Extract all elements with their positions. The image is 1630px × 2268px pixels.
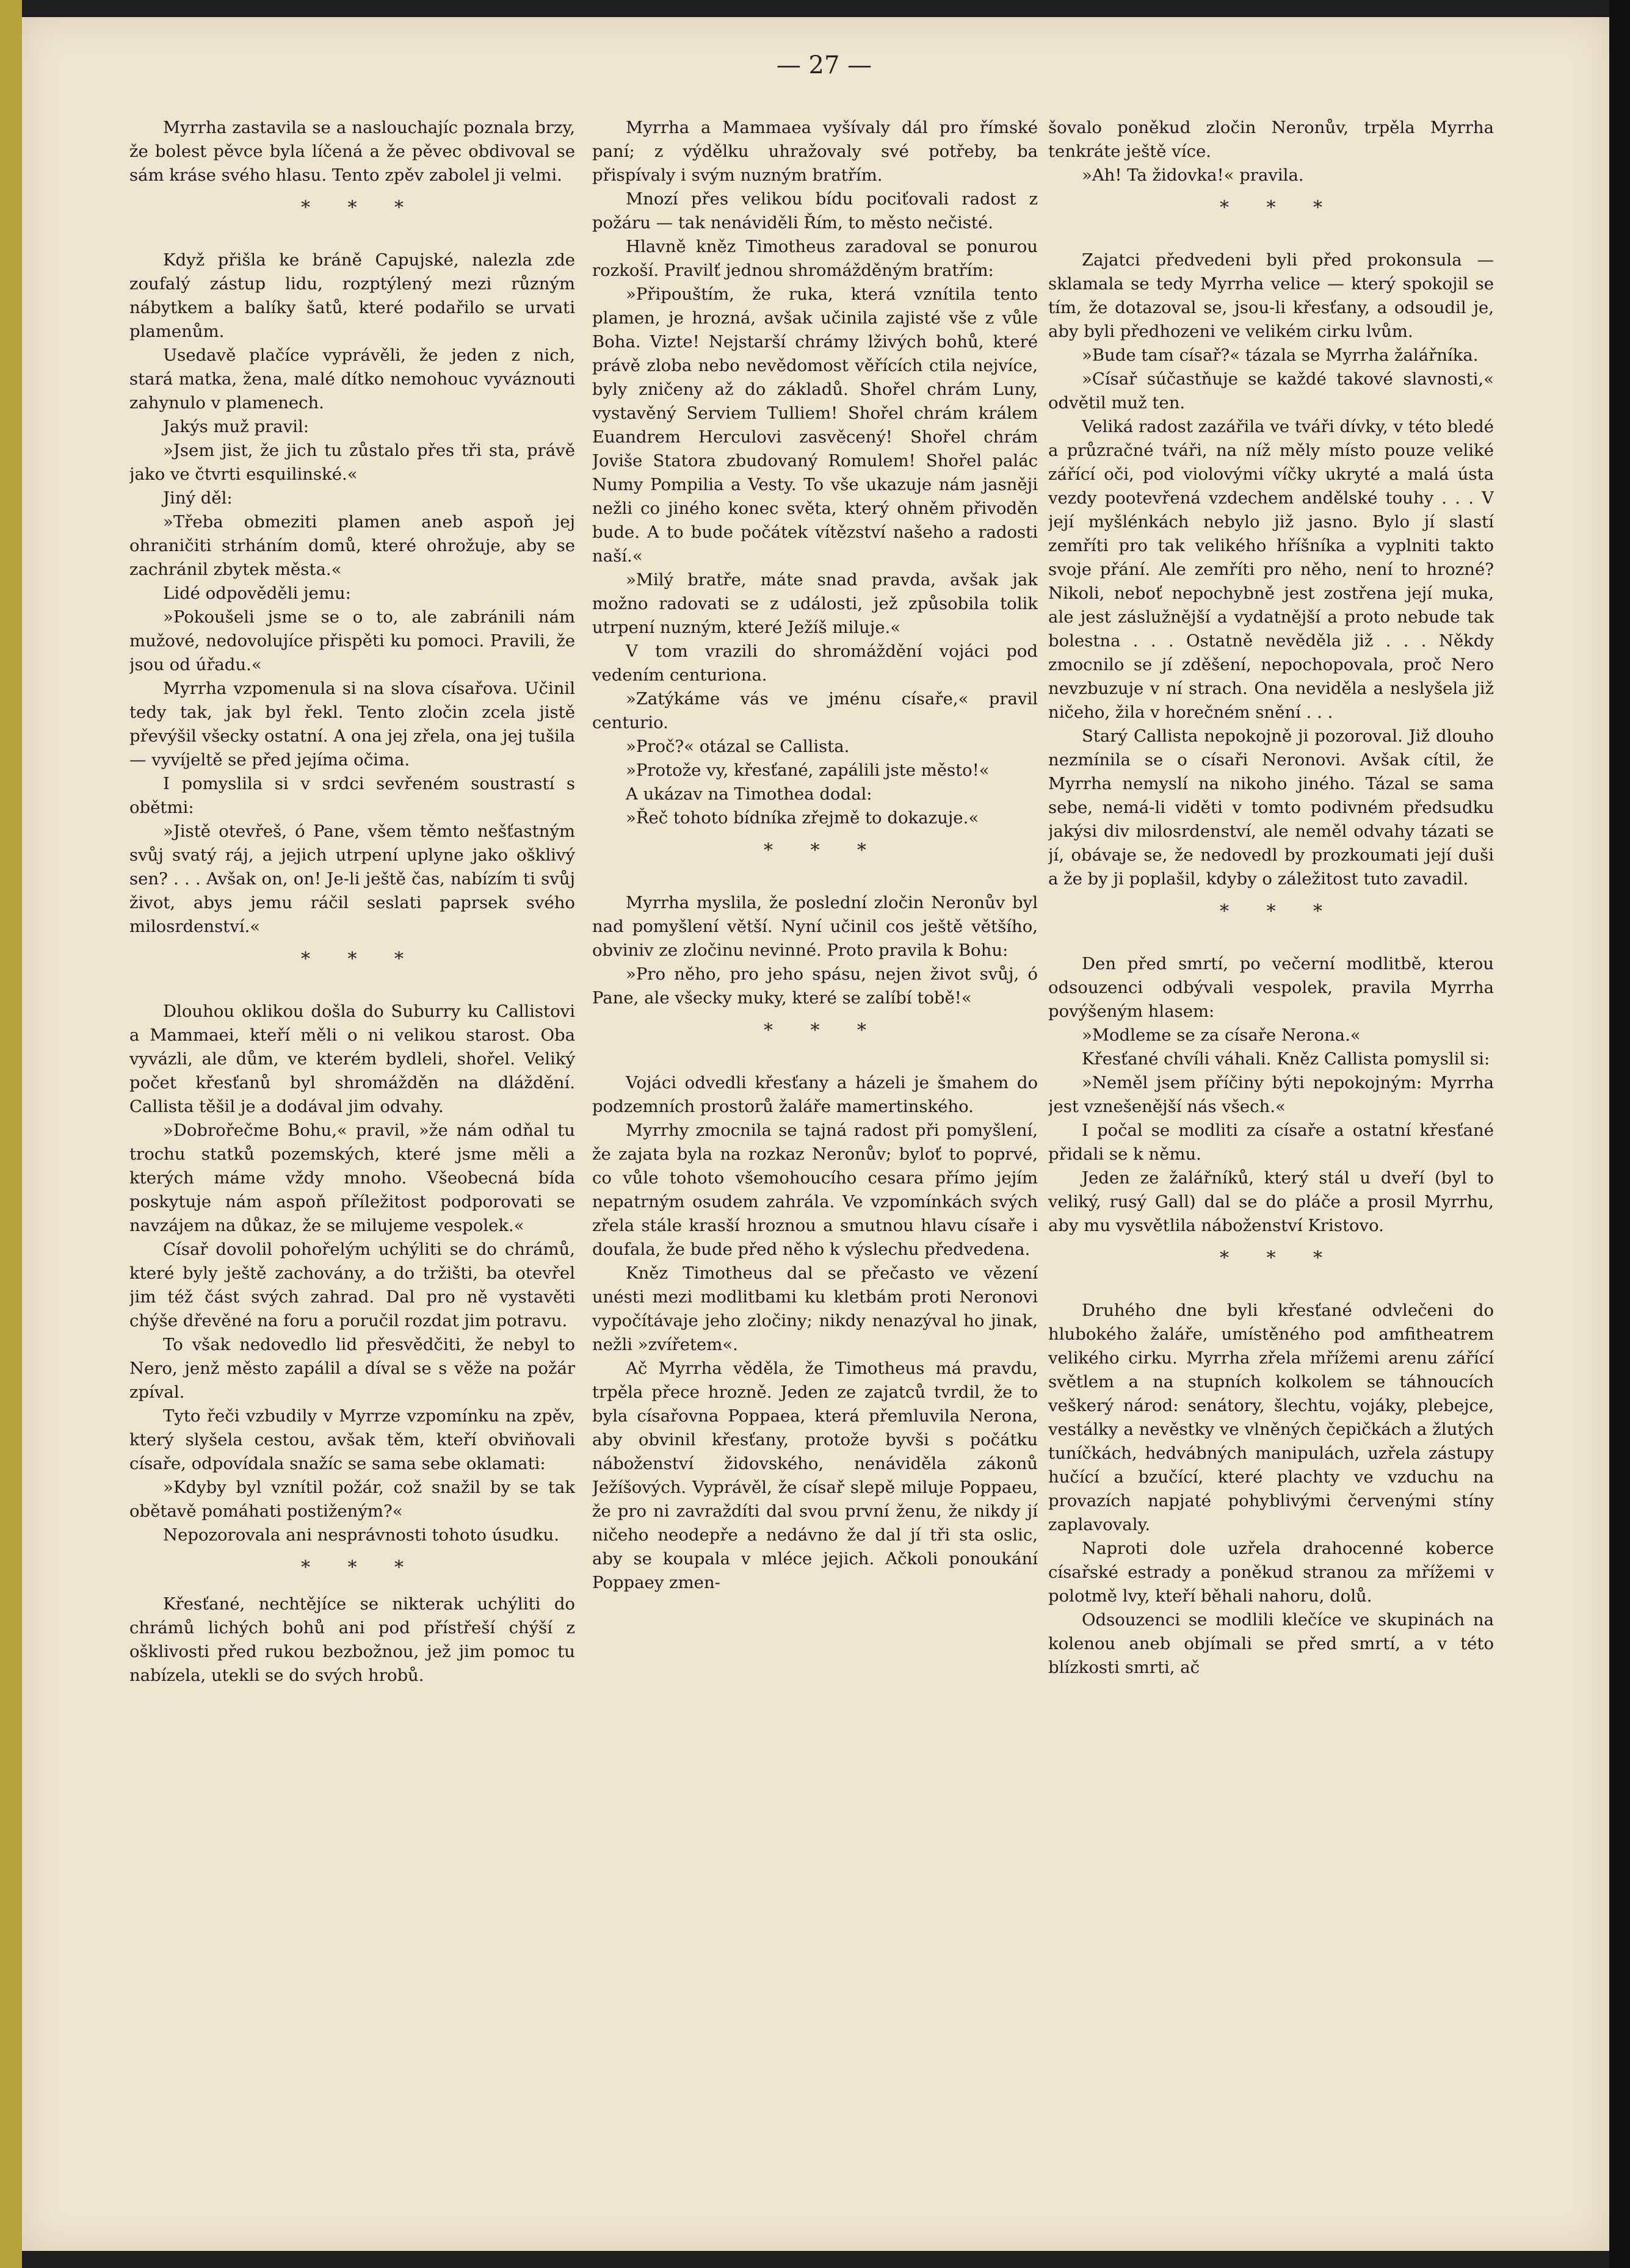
paragraph: šovalo poněkud zločin Neronův, trpěla Myrrha tenkráte ještě více. bbox=[1048, 118, 1494, 161]
section-separator: * * * bbox=[1219, 197, 1339, 218]
paragraph: Veliká radost zazářila ve tváři dívky, v této bledé a průzračné tváři, na níž měly místo pouze veliké zářící oči, pod violovými víčky ukryté a malá ústa vezdy pootevřená vzdechem andělské touhy . . . V její myšlénkách nebylo již jasno. Bylo jí slastí zemříti pro tak velikého hříšníka a vyplniti takto svoje přání. Ale zemříti pro něho, není to hrozné? Nikoli, neboť nepochybně jest zostřena její muka, ale jest záslužnější a vydatnější a proto nebude tak bolestna . . . Ostatně nevěděla již . . . Někdy zmocnilo se jí zděšení, nepochopovala, proč Nero nevzbuzuje v ní strach. Ona neviděla a neslyšela již ničeho, žila v horečném snění . . . bbox=[1048, 417, 1494, 722]
paragraph: »Protože vy, křesťané, zapálili jste město!« bbox=[626, 760, 990, 780]
paragraph: Myrrha vzpomenula si na slova císařova. Učinil tedy tak, jak byl řekl. Tento zločin zcela jistě převýšil všecky ostatní. A ona jej zřela, ona jej tušila — vyvíjeltě se před jejíma očima. bbox=[129, 679, 575, 770]
section-separator: * * * bbox=[1219, 901, 1339, 922]
paragraph: »Proč?« otázal se Callista. bbox=[626, 737, 850, 756]
paragraph: Křesťané, nechtějíce se nikterak uchýliti do chrámů lichých bohů ani pod přístřeší chýší z ošklivosti před rukou bezbožnou, jež jim pomoc tu nabízela, utekli se do svých hrobů. bbox=[129, 1594, 575, 1685]
paragraph: »Zatýkáme vás ve jménu císaře,« pravil centurio. bbox=[592, 689, 1038, 732]
paragraph: »Dobrořečme Bohu,« pravil, »že nám odňal tu trochu statků pozemských, které jsme měli a kterých máme vždy mnoho. Všeobecná bída poskytuje nám aspoň příležitost podporovati se navzájem na důkaz, že se milujeme vespolek.« bbox=[129, 1121, 575, 1235]
paragraph: »Řeč tohoto bídníka zřejmě to dokazuje.« bbox=[626, 808, 979, 828]
paragraph: Zajatci předvedeni byli před prokonsula — sklamala se tedy Myrrha velice — který spokojil se tím, že dotazoval se, jsou-li křesťany, a odsoudil je, aby byli předhozeni ve velikém cirku lvům. bbox=[1048, 250, 1494, 341]
text-column-1 bbox=[129, 116, 575, 2179]
scan-left-edge bbox=[0, 0, 22, 2268]
section-separator: * * * bbox=[300, 197, 420, 218]
paragraph: Jiný děl: bbox=[163, 488, 233, 508]
paragraph: Kněz Timotheus dal se přečasto ve vězení unésti mezi modlitbami ku kletbám proti Neronovi vypočítávaje jeho zločiny; nikdy nenazýval ho jinak, nežli »zvířetem«. bbox=[592, 1263, 1038, 1354]
paragraph: »Kdyby byl vznítil požár, což snažil by se tak obětavě pomáhati postiženým?« bbox=[129, 1478, 575, 1521]
paragraph: Myrrhy zmocnila se tajná radost při pomyšlení, že zajata byla na rozkaz Neronův; bylоť to poprvé, co vůle tohoto všemohoucího cesara přímo jejím nepatrným osudem zahrála. Ve vzpomínkách svých zřela stále krasší hroznou a smutnou hlavu císaře i doufala, že bude před něho k výslechu předvedena. bbox=[592, 1121, 1038, 1259]
paragraph: Myrrha zastavila se a naslouchajíc poznala brzy, že bolest pěvce byla líčená a že pěvec obdivoval se sám krásе svého hlasu. Tento zpěv zabolel ji velmi. bbox=[129, 118, 575, 185]
paragraph: »Bude tam císař?« tázala se Myrrha žalářníka. bbox=[1082, 345, 1479, 365]
paragraph: Křesťané chvíli váhali. Kněz Callista pomyslil si: bbox=[1082, 1049, 1490, 1069]
page-number: — 27 — bbox=[776, 51, 872, 79]
paragraph: Nepozorovala ani nesprávnosti tohoto úsudku. bbox=[163, 1525, 559, 1545]
paragraph: Jeden ze žalářníků, který stál u dveří (byl to veliký, rusý Gall) dal se do pláče a prosil Myrrhu, aby mu vysvětlila náboženství Kristovo. bbox=[1048, 1168, 1494, 1235]
paragraph: Starý Callista nepokojně ji pozoroval. Již dlouho nezmínila se o císaři Neronovi. Avšak cítil, že Myrrha nemyslí na nikoho jiného. Tázal se sama sebe, nemá-li viděti v tomto podivném předsudku jakýsi div milosrdenství, ale neměl odvahy tázati se jí, obávaje se, že nedovedl by prozkoumati její duši a že by ji poplašil, kdyby o záležitost tuto zavadil. bbox=[1048, 726, 1494, 889]
paragraph: »Císař súčastňuje se každé takové slavnosti,« odvětil muž ten. bbox=[1048, 369, 1494, 413]
paragraph: Druhého dne byli křesťané odvlečeni do hlubokého žaláře, umístěného pod amfitheatrem velikého cirku. Myrrha zřela mřížemi arenu zářící světlem a na stupních kolkolem se táhnoucích veškerý národ: senátory, šlechtu, vojáky, plebejce, vestálky a nevěstky ve vlněných čepičkách a žlutých tuníčkách, hedvábných manipulách, uzřela zástupy hučící a bzučící, které plachty ve vzduchu na provazích napjaté pohyblivými červenými stíny zaplavovaly. bbox=[1048, 1301, 1494, 1534]
paragraph: Když přišla ke bráně Capujské, nalezla zde zoufalý zástup lidu, rozptýlený mezi různým nábytkem a balíky šatů, které podařilo se urvati plamenům. bbox=[129, 250, 575, 341]
paragraph: To však nedovedlo lid přesvědčiti, že nebyl to Nero, jenž město zapálil a díval se s věže na požár zpíval. bbox=[129, 1335, 575, 1402]
paragraph: I pomyslila si v srdci sevřeném soustrastí s obětmi: bbox=[129, 774, 575, 817]
scan-right-edge bbox=[1609, 0, 1630, 2268]
section-separator: * * * bbox=[763, 1020, 883, 1041]
paragraph: Den před smrtí, po večerní modlitbě, kterou odsouzenci odbývali vespolek, pravila Myrrha povýšeným hlasem: bbox=[1048, 954, 1494, 1021]
paragraph: »Milý bratře, máte snad pravda, avšak jak možno radovati se z události, jež způsobila tolik utrpení nuzným, které Ježíš miluje.« bbox=[592, 570, 1038, 637]
paragraph: V tom vrazili do shromáždění vojáci pod vedením centuriona. bbox=[592, 641, 1038, 685]
paragraph: Ač Myrrha věděla, že Timotheus má pravdu, trpěla přece hrozně. Jeden ze zajatců tvrdil, že to byla císařovna Poppaea, která přemluvila Nerona, aby obvinil křesťany, protože byvši s počátku náboženství židovského, nenáviděla zákonů Ježíšových. Vyprávěl, že císař slepě miluje Poppaeu, že pro ni zavraždíti dal svou první ženu, že nikdy jí ničeho neodepře a nedávno že dal jí tři sta oslic, aby se koupala v mléce jejich. Ačkoli ponoukání Poppaey zmen- bbox=[592, 1359, 1038, 1592]
paragraph: Císař dovolil pohořelým uchýliti se do chrámů, které byly ještě zachovány, a do tržišti, ba otevřel jim též část svých zahrad. Dal pro ně vystavěti chýše dřevěné na foru a poručil rozdat jim potravu. bbox=[129, 1240, 575, 1331]
paragraph: Lidé odpověděli jemu: bbox=[163, 583, 351, 603]
paragraph: »Neměl jsem příčiny býti nepokojným: Myrrha jest vznešenější nás všech.« bbox=[1048, 1073, 1494, 1116]
paragraph: »Pro něho, pro jeho spásu, nejen život svůj, ó Pane, ale všecky muky, které se zalíbí tobě!« bbox=[592, 964, 1038, 1008]
paragraph: Vojáci odvedli křesťany a házeli je šmahem do podzemních prostorů žaláře mamertinského. bbox=[592, 1073, 1038, 1116]
paragraph: »Pokoušeli jsme se o to, ale zabránili nám mužové, nedovolujíce přispěti ku pomoci. Pravili, že jsou od úřadu.« bbox=[129, 607, 575, 674]
paragraph: Tyto řeči vzbudily v Myrrze vzpomínku na zpěv, který slyšela cestou, avšak těm, kteří obviňovali císaře, odpovídala snažíc se sama sebe oklamati: bbox=[129, 1406, 575, 1473]
paragraph: »Jsem jist, že jich tu zůstalo přes tři sta, právě jako ve čtvrti esquilinské.« bbox=[129, 441, 575, 484]
section-separator: * * * bbox=[300, 1557, 420, 1578]
paragraph: Odsouzenci se modlili klečíce ve skupinách na kolenou aneb objímali se před smrtí, a v této blízkosti smrti, ač bbox=[1048, 1610, 1494, 1677]
paragraph: Usedavě plačíce vyprávěli, že jeden z nich, stará matka, žena, malé dítko nemohouc vyváznouti zahynulo v plamenech. bbox=[129, 345, 575, 413]
paragraph: Naproti dole uzřela drahocenné koberce císařské estrady a poněkud stranou za mřížemi v polotmě lvy, kteří běhali nahoru, dolů. bbox=[1048, 1539, 1494, 1606]
paragraph: Myrrha a Mammaea vyšívaly dál pro římské paní; z výdělku uhražovaly své potřeby, ba přispívaly i svým nuzným bratřím. bbox=[592, 118, 1038, 185]
text-column-2 bbox=[592, 116, 1038, 2179]
section-separator: * * * bbox=[1219, 1248, 1339, 1269]
paragraph: »Jistě otevřeš, ó Pane, všem těmto nešťastným svůj svatý ráj, a jejich utrpení uplyne jako ošklivý sen? . . . Avšak on, on! Je-li ještě čas, nabízím ti svůj život, abys jemu ráčil seslati paprsek svého milosrdenství.« bbox=[129, 822, 575, 936]
paragraph: Dlouhou oklikou došla do Suburry ku Callistovi a Mammaei, kteří měli o ni velikou starost. Oba vyvázli, ale dům, ve kterém bydleli, shořel. Veliký počet křesťanů byl shromážděn na dláždění. Callista těšil je a dodával jim odvahy. bbox=[129, 1002, 575, 1116]
paragraph: I počal se modliti za císaře a ostatní křesťané přidali se k němu. bbox=[1048, 1121, 1494, 1164]
paragraph: A ukázav na Timothea dodal: bbox=[626, 784, 872, 804]
text-column-3 bbox=[1048, 116, 1494, 2179]
paragraph: Mnozí přes velikou bídu pociťovali radost z požáru — tak nenáviděli Řím, to město nečisté. bbox=[592, 189, 1038, 233]
paragraph: Hlavně kněz Timotheus zaradoval se ponurou rozkoší. Pravilť jednou shromážděným bratřím: bbox=[592, 237, 1038, 280]
paragraph: »Ah! Ta židovka!« pravila. bbox=[1082, 165, 1304, 185]
paragraph: »Modleme se za císaře Nerona.« bbox=[1082, 1025, 1361, 1045]
paragraph: »Třeba obmeziti plamen aneb aspoň jej ohraničiti strháním domů, které ohrožuje, aby se zachránil zbytek města.« bbox=[129, 512, 575, 579]
paragraph: Jakýs muž pravil: bbox=[163, 417, 310, 436]
paragraph: Myrrha myslila, že poslední zločin Neronův byl nad pomyšlení větší. Nyní učinil cos ještě většího, obviniv ze zločinu nevinné. Proto pravila k Bohu: bbox=[592, 893, 1038, 960]
paragraph: »Připouštím, že ruka, která vznítila tento plamen, je hrozná, avšak učinila zajisté vše z vůle Boha. Vizte! Nejstarší chrámy lživých bohů, které právě zloba nebo nevědomost věřících ctila nejvíce, byly zničeny až do základů. Shořel chrám Luny, vystavěný Serviem Tulliem! Shořel chrám králem Euandrem Herculovi zasvěcený! Shořel chrám Joviše Statora zbudovaný Romulem! Shořel palác Numy Pompilia a Vesty. To vše ukazuje nám jasněji nežli co jiného konec světa, který ohněm přivoděn bude. A to bude počátek vítězství našeho a radosti naší.« bbox=[592, 284, 1038, 566]
section-separator: * * * bbox=[300, 948, 420, 970]
section-separator: * * * bbox=[763, 840, 883, 861]
